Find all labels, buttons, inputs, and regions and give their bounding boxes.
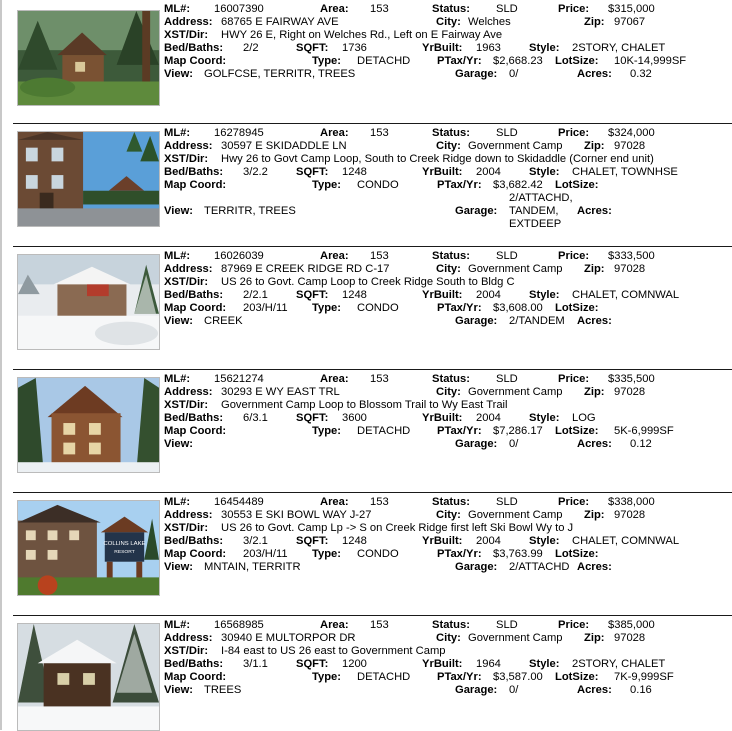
garage-label: Garage: <box>455 684 498 696</box>
bedbaths-label: Bed/Baths: <box>164 412 224 424</box>
ptax-value: $2,668.23 <box>493 55 543 67</box>
acres-label: Acres: <box>577 684 612 696</box>
xst-label: XST/Dir: <box>164 399 209 411</box>
ml-number[interactable]: 15621274 <box>214 373 264 385</box>
acres-label: Acres: <box>577 315 612 327</box>
garage-value: 0/ <box>509 684 519 696</box>
style-value: 2STORY, CHALET <box>572 658 666 670</box>
type-value: DETACHD <box>357 671 411 683</box>
lotsize-label: LotSize: <box>555 302 599 314</box>
ptax-label: PTax/Yr: <box>437 425 482 437</box>
area-label: Area: <box>320 250 349 262</box>
log-house-photo[interactable] <box>17 377 160 473</box>
garage-label: Garage: <box>455 205 498 217</box>
bedbaths-value: 3/2.1 <box>243 535 268 547</box>
listing-card[interactable] <box>13 123 732 247</box>
area-value: 153 <box>370 619 389 631</box>
snowy-condo-photo[interactable] <box>17 254 160 350</box>
bedbaths-label: Bed/Baths: <box>164 166 224 178</box>
ml-number[interactable]: 16007390 <box>214 3 264 15</box>
yrbuilt-value: 2004 <box>476 535 501 547</box>
mapcoord-label: Map Coord: <box>164 425 227 437</box>
zip-value: 97028 <box>614 509 646 521</box>
address-value: 30597 E SKIDADDLE LN <box>221 140 347 152</box>
bedbaths-value: 6/3.1 <box>243 412 268 424</box>
style-label: Style: <box>529 412 560 424</box>
area-label: Area: <box>320 496 349 508</box>
yrbuilt-value: 1964 <box>476 658 501 670</box>
lotsize-label: LotSize: <box>555 425 599 437</box>
zip-label: Zip: <box>584 263 605 275</box>
type-value: DETACHD <box>357 55 411 67</box>
price-value: $333,500 <box>608 250 655 262</box>
area-value: 153 <box>370 3 389 15</box>
sqft-label: SQFT: <box>296 535 329 547</box>
xst-value: US 26 to Govt. Camp Loop to Creek Ridge South to Bldg C <box>221 276 515 288</box>
acres-value: 0.32 <box>630 68 652 80</box>
bedbaths-label: Bed/Baths: <box>164 289 224 301</box>
status-label: Status: <box>432 127 470 139</box>
type-label: Type: <box>312 425 342 437</box>
price-label: Price: <box>558 127 590 139</box>
view-value: GOLFCSE, TERRITR, TREES <box>204 68 356 80</box>
city-value: Government Camp <box>468 632 563 644</box>
zip-value: 97028 <box>614 140 646 152</box>
address-label: Address: <box>164 509 213 521</box>
status-label: Status: <box>432 619 470 631</box>
listing-card[interactable] <box>13 246 732 370</box>
view-value: MNTAIN, TERRITR <box>204 561 301 573</box>
city-value: Government Camp <box>468 386 563 398</box>
ptax-value: $3,608.00 <box>493 302 543 314</box>
resort-sign-text: COLLINS LAKE <box>103 541 146 548</box>
ptax-label: PTax/Yr: <box>437 671 482 683</box>
garage-value-line-2: TANDEM, <box>509 205 559 217</box>
lotsize-label: LotSize: <box>555 179 599 191</box>
mapcoord-label: Map Coord: <box>164 548 227 560</box>
address-value: 30293 E WY EAST TRL <box>221 386 340 398</box>
sqft-label: SQFT: <box>296 412 329 424</box>
xst-label: XST/Dir: <box>164 29 209 41</box>
zip-label: Zip: <box>584 632 605 644</box>
sqft-value: 1248 <box>342 289 367 301</box>
lotsize-label: LotSize: <box>555 671 599 683</box>
style-label: Style: <box>529 658 560 670</box>
type-value: CONDO <box>357 179 399 191</box>
address-label: Address: <box>164 386 213 398</box>
bedbaths-value: 3/1.1 <box>243 658 268 670</box>
view-label: View: <box>164 438 194 450</box>
mapcoord-value: 203/H/11 <box>243 302 288 314</box>
garage-label: Garage: <box>455 438 498 450</box>
sqft-value: 1200 <box>342 658 367 670</box>
type-label: Type: <box>312 671 342 683</box>
style-label: Style: <box>529 289 560 301</box>
garage-label: Garage: <box>455 315 498 327</box>
ptax-label: PTax/Yr: <box>437 302 482 314</box>
lotsize-value: 10K-14,999SF <box>614 55 687 67</box>
price-label: Price: <box>558 373 590 385</box>
ptax-value: $3,763.99 <box>493 548 543 560</box>
ptax-value: $3,587.00 <box>493 671 543 683</box>
lotsize-value: 7K-9,999SF <box>614 671 674 683</box>
price-label: Price: <box>558 496 590 508</box>
city-value: Government Camp <box>468 263 563 275</box>
view-label: View: <box>164 68 194 80</box>
view-value: TERRITR, TREES <box>204 205 296 217</box>
resort-sign-text-2: RESORT <box>114 549 135 555</box>
view-value: CREEK <box>204 315 243 327</box>
yrbuilt-label: YrBuilt: <box>422 412 463 424</box>
xst-label: XST/Dir: <box>164 645 209 657</box>
zip-label: Zip: <box>584 509 605 521</box>
sqft-value: 1248 <box>342 535 367 547</box>
xst-value: Hwy 26 to Govt Camp Loop, South to Creek Ridge down to Skidaddle (Corner end unit) <box>221 153 654 165</box>
xst-label: XST/Dir: <box>164 276 209 288</box>
mapcoord-value: 203/H/11 <box>243 548 288 560</box>
status-label: Status: <box>432 250 470 262</box>
city-value: Government Camp <box>468 140 563 152</box>
style-value: CHALET, TOWNHSE <box>572 166 678 178</box>
ml-label: ML#: <box>164 619 191 631</box>
acres-value: 0.12 <box>630 438 652 450</box>
garage-value: 2/ATTACHD <box>509 561 570 573</box>
listing-card[interactable] <box>13 0 732 123</box>
ptax-value: $3,682.42 <box>493 179 543 191</box>
mapcoord-label: Map Coord: <box>164 671 227 683</box>
style-value: CHALET, COMNWAL <box>572 289 680 301</box>
zip-label: Zip: <box>584 140 605 152</box>
garage-value-line-3: EXTDEEP <box>509 218 562 230</box>
style-value: CHALET, COMNWAL <box>572 535 680 547</box>
mapcoord-label: Map Coord: <box>164 179 227 191</box>
area-value: 153 <box>370 496 389 508</box>
price-value: $338,000 <box>608 496 655 508</box>
status-value: SLD <box>496 496 518 508</box>
address-value: 30940 E MULTORPOR DR <box>221 632 356 644</box>
ml-label: ML#: <box>164 3 191 15</box>
zip-label: Zip: <box>584 16 605 28</box>
yrbuilt-label: YrBuilt: <box>422 166 463 178</box>
xst-value: Government Camp Loop to Blossom Trail to Wy East Trail <box>221 399 508 411</box>
address-label: Address: <box>164 632 213 644</box>
city-value: Government Camp <box>468 509 563 521</box>
city-label: City: <box>436 16 461 28</box>
sqft-label: SQFT: <box>296 166 329 178</box>
acres-label: Acres: <box>577 561 612 573</box>
lotsize-value: 5K-6,999SF <box>614 425 674 437</box>
ml-number[interactable]: 16568985 <box>214 619 264 631</box>
address-value: 87969 E CREEK RIDGE RD C-17 <box>221 263 390 275</box>
bedbaths-value: 2/2 <box>243 42 259 54</box>
address-value: 30553 E SKI BOWL WAY J-27 <box>221 509 372 521</box>
view-label: View: <box>164 561 194 573</box>
ml-label: ML#: <box>164 127 191 139</box>
ptax-label: PTax/Yr: <box>437 548 482 560</box>
sqft-label: SQFT: <box>296 42 329 54</box>
price-value: $315,000 <box>608 3 655 15</box>
snow-cabin-photo[interactable] <box>17 623 160 731</box>
xst-label: XST/Dir: <box>164 522 209 534</box>
mapcoord-label: Map Coord: <box>164 55 227 67</box>
yrbuilt-value: 2004 <box>476 289 501 301</box>
address-label: Address: <box>164 140 213 152</box>
price-label: Price: <box>558 3 590 15</box>
listing-card[interactable] <box>13 492 732 616</box>
price-value: $324,000 <box>608 127 655 139</box>
sqft-value: 1736 <box>342 42 367 54</box>
ml-label: ML#: <box>164 250 191 262</box>
zip-value: 97028 <box>614 386 646 398</box>
address-label: Address: <box>164 16 213 28</box>
bedbaths-label: Bed/Baths: <box>164 535 224 547</box>
style-value: 2STORY, CHALET <box>572 42 666 54</box>
city-label: City: <box>436 140 461 152</box>
zip-value: 97028 <box>614 263 646 275</box>
bedbaths-value: 3/2.2 <box>243 166 268 178</box>
status-value: SLD <box>496 250 518 262</box>
xst-value: HWY 26 E, Right on Welches Rd., Left on E Fairway Ave <box>221 29 503 41</box>
status-value: SLD <box>496 3 518 15</box>
status-label: Status: <box>432 3 470 15</box>
sqft-value: 3600 <box>342 412 367 424</box>
status-value: SLD <box>496 373 518 385</box>
xst-value: US 26 to Govt. Camp Lp -> S on Creek Ridge first left Ski Bowl Wy to J <box>221 522 574 534</box>
zip-label: Zip: <box>584 386 605 398</box>
view-label: View: <box>164 684 194 696</box>
type-value: CONDO <box>357 302 399 314</box>
bedbaths-value: 2/2.1 <box>243 289 268 301</box>
ml-label: ML#: <box>164 496 191 508</box>
city-label: City: <box>436 509 461 521</box>
price-value: $385,000 <box>608 619 655 631</box>
address-value: 68765 E FAIRWAY AVE <box>221 16 339 28</box>
yrbuilt-label: YrBuilt: <box>422 535 463 547</box>
xst-label: XST/Dir: <box>164 153 209 165</box>
garage-label: Garage: <box>455 68 498 80</box>
sqft-label: SQFT: <box>296 658 329 670</box>
status-label: Status: <box>432 373 470 385</box>
house-photo[interactable] <box>17 10 160 106</box>
ml-label: ML#: <box>164 373 191 385</box>
listing-card[interactable] <box>13 615 732 731</box>
yrbuilt-value: 1963 <box>476 42 501 54</box>
status-value: SLD <box>496 127 518 139</box>
garage-value: 0/ <box>509 68 519 80</box>
lotsize-label: LotSize: <box>555 548 599 560</box>
style-label: Style: <box>529 535 560 547</box>
area-value: 153 <box>370 127 389 139</box>
bedbaths-label: Bed/Baths: <box>164 658 224 670</box>
ml-number[interactable]: 16026039 <box>214 250 264 262</box>
style-value: LOG <box>572 412 596 424</box>
price-value: $335,500 <box>608 373 655 385</box>
ptax-label: PTax/Yr: <box>437 55 482 67</box>
city-label: City: <box>436 263 461 275</box>
garage-value: 2/ATTACHD, <box>509 192 573 204</box>
page-left-edge <box>0 0 2 730</box>
type-label: Type: <box>312 302 342 314</box>
city-label: City: <box>436 386 461 398</box>
garage-label: Garage: <box>455 561 498 573</box>
yrbuilt-label: YrBuilt: <box>422 42 463 54</box>
type-label: Type: <box>312 55 342 67</box>
collins-lake-photo[interactable] <box>17 500 160 596</box>
style-label: Style: <box>529 42 560 54</box>
zip-value: 97028 <box>614 632 646 644</box>
city-value: Welches <box>468 16 511 28</box>
style-label: Style: <box>529 166 560 178</box>
status-value: SLD <box>496 619 518 631</box>
yrbuilt-label: YrBuilt: <box>422 289 463 301</box>
area-label: Area: <box>320 3 349 15</box>
type-value: CONDO <box>357 548 399 560</box>
area-label: Area: <box>320 619 349 631</box>
garage-value: 2/TANDEM <box>509 315 565 327</box>
sqft-label: SQFT: <box>296 289 329 301</box>
acres-label: Acres: <box>577 438 612 450</box>
zip-value: 97067 <box>614 16 646 28</box>
area-value: 153 <box>370 373 389 385</box>
area-label: Area: <box>320 373 349 385</box>
address-label: Address: <box>164 263 213 275</box>
price-label: Price: <box>558 250 590 262</box>
view-label: View: <box>164 205 194 217</box>
lotsize-label: LotSize: <box>555 55 599 67</box>
area-value: 153 <box>370 250 389 262</box>
view-label: View: <box>164 315 194 327</box>
listing-card[interactable] <box>13 369 732 493</box>
sqft-value: 1248 <box>342 166 367 178</box>
price-label: Price: <box>558 619 590 631</box>
bedbaths-label: Bed/Baths: <box>164 42 224 54</box>
townhouse-photo[interactable] <box>17 131 160 227</box>
city-label: City: <box>436 632 461 644</box>
type-value: DETACHD <box>357 425 411 437</box>
acres-value: 0.16 <box>630 684 652 696</box>
status-label: Status: <box>432 496 470 508</box>
ml-number[interactable]: 16278945 <box>214 127 264 139</box>
type-label: Type: <box>312 179 342 191</box>
yrbuilt-label: YrBuilt: <box>422 658 463 670</box>
xst-value: I-84 east to US 26 east to Government Camp <box>221 645 446 657</box>
type-label: Type: <box>312 548 342 560</box>
acres-label: Acres: <box>577 68 612 80</box>
yrbuilt-value: 2004 <box>476 412 501 424</box>
acres-label: Acres: <box>577 205 612 217</box>
view-value: TREES <box>204 684 242 696</box>
yrbuilt-value: 2004 <box>476 166 501 178</box>
mapcoord-label: Map Coord: <box>164 302 227 314</box>
ml-number[interactable]: 16454489 <box>214 496 264 508</box>
garage-value: 0/ <box>509 438 519 450</box>
ptax-value: $7,286.17 <box>493 425 543 437</box>
area-label: Area: <box>320 127 349 139</box>
ptax-label: PTax/Yr: <box>437 179 482 191</box>
